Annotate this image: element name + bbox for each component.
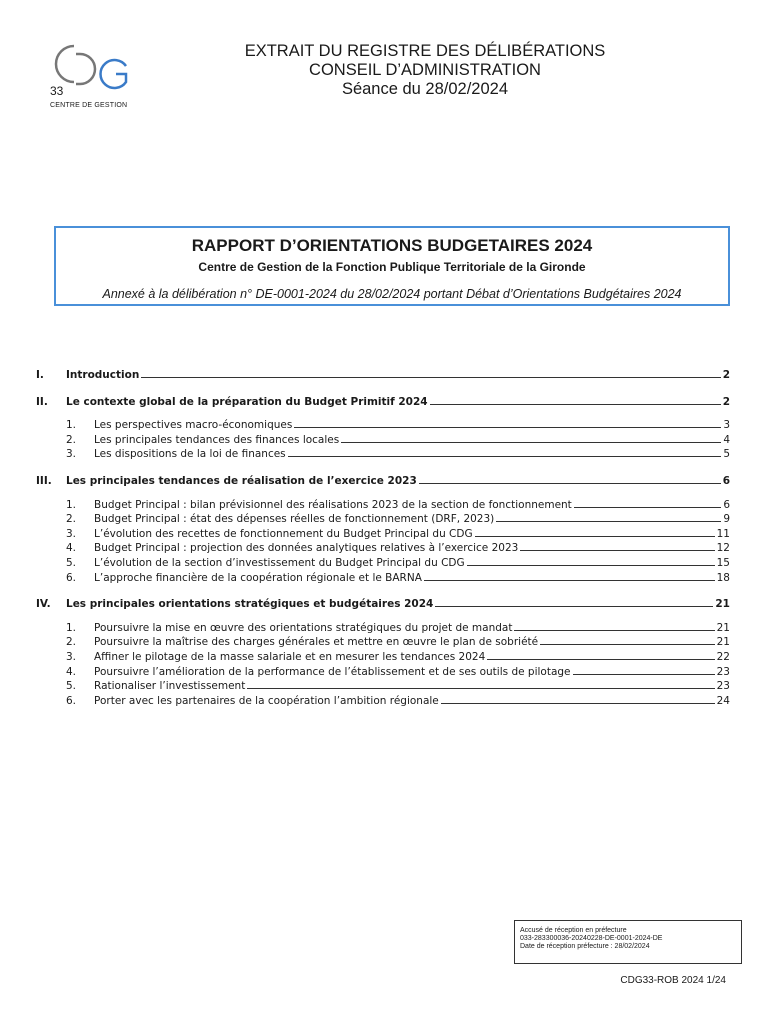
toc-entry-title: L’évolution des recettes de fonctionnement du Budget Principal du CDG bbox=[94, 527, 473, 540]
toc-entry-number: 1. bbox=[66, 621, 77, 634]
report-annex-note: Annexé à la délibération n° DE-0001-2024 du 28/02/2024 portant Débat d’Orientations Budgétaires 2024 bbox=[102, 287, 682, 301]
logo-subtitle: CENTRE DE GESTION bbox=[50, 102, 128, 109]
toc-entry-number: 2. bbox=[66, 433, 77, 446]
toc-subsection[interactable] bbox=[36, 418, 730, 433]
toc-entry-number: IV. bbox=[36, 598, 51, 611]
toc-subsection[interactable] bbox=[36, 541, 730, 556]
toc-subsection[interactable] bbox=[36, 665, 730, 680]
toc-entry-page: 2 bbox=[722, 369, 730, 381]
prefecture-receipt-stamp bbox=[514, 920, 742, 964]
toc-dot-leader bbox=[435, 597, 713, 607]
toc-dot-leader bbox=[419, 474, 721, 484]
toc-dot-leader bbox=[574, 498, 722, 508]
toc-section[interactable] bbox=[36, 597, 730, 612]
toc-subsection[interactable] bbox=[36, 621, 730, 636]
toc-entry-title: L’approche financière de la coopération régionale et le BARNA bbox=[94, 571, 422, 584]
toc-section[interactable] bbox=[36, 368, 730, 383]
toc-entry-page: 9 bbox=[723, 513, 730, 526]
toc-entry-number: II. bbox=[36, 395, 48, 408]
toc-entry-title: Introduction bbox=[66, 369, 140, 381]
table-of-contents bbox=[36, 366, 730, 708]
document-header bbox=[190, 42, 660, 99]
toc-dot-leader bbox=[247, 679, 714, 689]
toc-entry-page: 2 bbox=[722, 395, 730, 408]
toc-dot-leader bbox=[430, 395, 721, 405]
toc-subsection[interactable] bbox=[36, 433, 730, 448]
toc-dot-leader bbox=[467, 556, 715, 566]
toc-entry-title: Porter avec les partenaires de la coopération l’ambition régionale bbox=[94, 694, 439, 707]
receipt-line: 033-283300036-20240228-DE-0001-2024-DE bbox=[520, 935, 663, 942]
header-council-title: CONSEIL D’ADMINISTRATION bbox=[309, 61, 541, 79]
toc-dot-leader bbox=[514, 621, 714, 631]
toc-dot-leader bbox=[288, 447, 722, 457]
toc-entry-page: 22 bbox=[716, 650, 730, 663]
logo-number: 33 bbox=[50, 84, 64, 98]
toc-dot-leader bbox=[487, 650, 714, 660]
toc-dot-leader bbox=[341, 433, 721, 443]
toc-entry-title: L’évolution de la section d’investissement du Budget Principal du CDG bbox=[94, 556, 465, 569]
toc-entry-number: 6. bbox=[66, 694, 77, 707]
toc-subsection[interactable] bbox=[36, 527, 730, 542]
toc-dot-leader bbox=[294, 418, 721, 428]
toc-entry-page: 6 bbox=[722, 474, 730, 487]
toc-entry-number: 1. bbox=[66, 419, 77, 432]
toc-entry-page: 21 bbox=[716, 636, 730, 649]
toc-dot-leader bbox=[496, 512, 721, 522]
toc-entry-title: Poursuivre la mise en œuvre des orientations stratégiques du projet de mandat bbox=[94, 621, 513, 634]
toc-section[interactable] bbox=[36, 395, 730, 410]
toc-entry-page: 15 bbox=[716, 556, 730, 569]
toc-entry-title: Les principales orientations stratégiques et budgétaires 2024 bbox=[66, 598, 434, 611]
toc-subsection[interactable] bbox=[36, 498, 730, 513]
toc-entry-page: 11 bbox=[716, 527, 730, 540]
toc-section[interactable] bbox=[36, 474, 730, 489]
header-registry-title: EXTRAIT DU REGISTRE DES DÉLIBÉRATIONS bbox=[244, 42, 606, 60]
toc-entry-page: 18 bbox=[716, 571, 730, 584]
toc-entry-number: 1. bbox=[66, 498, 77, 511]
toc-entry-page: 23 bbox=[716, 665, 730, 678]
toc-subsection[interactable] bbox=[36, 650, 730, 665]
toc-entry-number: 6. bbox=[66, 571, 77, 584]
toc-entry-number: 2. bbox=[66, 513, 77, 526]
toc-entry-title: Budget Principal : bilan prévisionnel des réalisations 2023 de la section de fonctionnement bbox=[94, 498, 572, 511]
cdg33-logo bbox=[46, 40, 136, 115]
toc-entry-page: 21 bbox=[715, 598, 730, 611]
toc-subsection[interactable] bbox=[36, 556, 730, 571]
toc-entry-title: Affiner le pilotage de la masse salariale et en mesurer les tendances 2024 bbox=[94, 650, 486, 663]
receipt-line: Accusé de réception en préfecture bbox=[520, 927, 627, 934]
toc-entry-page: 4 bbox=[723, 433, 730, 446]
toc-entry-number: III. bbox=[36, 474, 52, 487]
toc-entry-title: Le contexte global de la préparation du Budget Primitif 2024 bbox=[66, 395, 428, 408]
toc-entry-page: 3 bbox=[723, 419, 730, 432]
toc-dot-leader bbox=[441, 694, 715, 704]
toc-entry-title: Rationaliser l’investissement bbox=[94, 680, 246, 693]
toc-entry-page: 5 bbox=[723, 448, 730, 461]
toc-entry-number: 3. bbox=[66, 448, 77, 461]
toc-entry-number: 4. bbox=[66, 665, 77, 678]
toc-entry-title: Budget Principal : projection des données analytiques relatives à l’exercice 2023 bbox=[94, 542, 519, 555]
toc-dot-leader bbox=[424, 571, 715, 581]
toc-entry-page: 23 bbox=[716, 680, 730, 693]
toc-entry-number: 3. bbox=[66, 650, 77, 663]
toc-entry-number: 4. bbox=[66, 542, 77, 555]
header-session-date: Séance du 28/02/2024 bbox=[341, 80, 509, 98]
toc-dot-leader bbox=[520, 541, 714, 551]
toc-entry-number: 5. bbox=[66, 556, 77, 569]
toc-subsection[interactable] bbox=[36, 447, 730, 462]
toc-entry-page: 21 bbox=[716, 621, 730, 634]
toc-entry-page: 12 bbox=[716, 542, 730, 555]
toc-subsection[interactable] bbox=[36, 571, 730, 586]
toc-entry-title: Les principales tendances des finances locales bbox=[94, 433, 340, 446]
toc-dot-leader bbox=[540, 635, 715, 645]
toc-entry-title: Budget Principal : état des dépenses réelles de fonctionnement (DRF, 2023) bbox=[94, 513, 495, 526]
toc-entry-title: Poursuivre la maîtrise des charges générales et mettre en œuvre le plan de sobriété bbox=[94, 636, 539, 649]
toc-subsection[interactable] bbox=[36, 635, 730, 650]
toc-entry-title: Les perspectives macro-économiques bbox=[94, 419, 293, 432]
toc-dot-leader bbox=[573, 665, 715, 675]
toc-subsection[interactable] bbox=[36, 512, 730, 527]
toc-entry-number: 5. bbox=[66, 680, 77, 693]
toc-entry-number: 3. bbox=[66, 527, 77, 540]
toc-dot-leader bbox=[475, 527, 715, 537]
toc-entry-number: I. bbox=[36, 369, 44, 381]
page-footer-reference: CDG33-ROB 2024 1/24 bbox=[620, 975, 726, 986]
report-subtitle: Centre de Gestion de la Fonction Publique Territoriale de la Gironde bbox=[198, 260, 586, 274]
toc-entry-title: Les dispositions de la loi de finances bbox=[94, 448, 286, 461]
toc-entry-page: 6 bbox=[723, 498, 730, 511]
toc-entry-title: Les principales tendances de réalisation de l’exercice 2023 bbox=[66, 474, 417, 487]
toc-entry-page: 24 bbox=[716, 694, 730, 707]
report-title-box bbox=[54, 226, 730, 306]
receipt-line: Date de réception préfecture : 28/02/2024 bbox=[520, 943, 650, 950]
toc-entry-title: Poursuivre l’amélioration de la performance de l’établissement et de ses outils de pilotage bbox=[94, 665, 571, 678]
toc-subsection[interactable] bbox=[36, 679, 730, 694]
report-title: RAPPORT D’ORIENTATIONS BUDGETAIRES 2024 bbox=[191, 236, 593, 255]
toc-subsection[interactable] bbox=[36, 694, 730, 709]
toc-entry-number: 2. bbox=[66, 636, 77, 649]
toc-dot-leader bbox=[141, 368, 720, 378]
